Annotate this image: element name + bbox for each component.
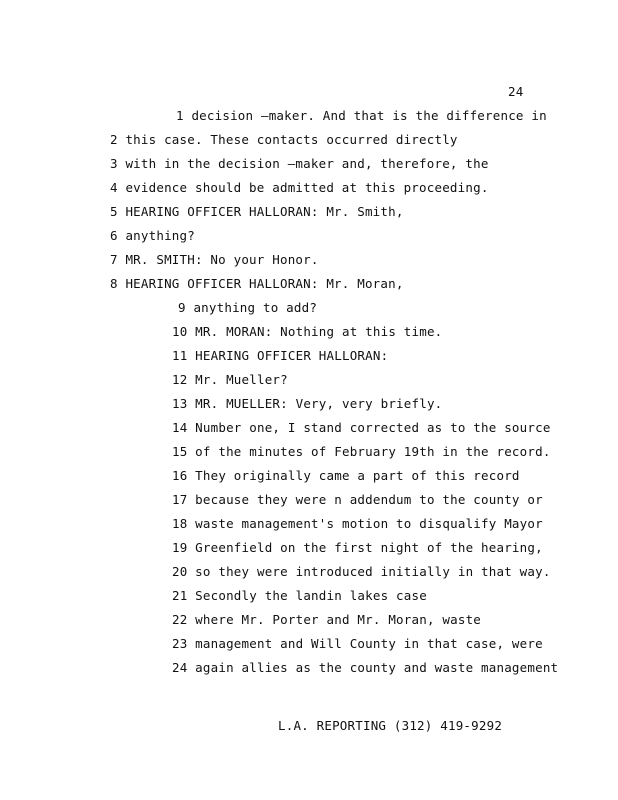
transcript-line-1: 1 decision —maker. And that is the difference in <box>176 108 547 123</box>
transcript-line-7: 7 MR. SMITH: No your Honor. <box>110 252 319 267</box>
transcript-line-10: 10 MR. MORAN: Nothing at this time. <box>172 324 443 339</box>
transcript-line-2: 2 this case. These contacts occurred directly <box>110 132 458 147</box>
transcript-line-24: 24 again allies as the county and waste management <box>172 660 559 675</box>
transcript-line-22: 22 where Mr. Porter and Mr. Moran, waste <box>172 612 482 627</box>
transcript-line-3: 3 with in the decision —maker and, therefore, the <box>110 156 489 171</box>
transcript-line-21: 21 Secondly the landin lakes case <box>172 588 427 603</box>
transcript-line-9: 9 anything to add? <box>178 300 318 315</box>
transcript-line-20: 20 so they were introduced initially in that way. <box>172 564 551 579</box>
transcript-line-15: 15 of the minutes of February 19th in the record. <box>172 444 551 459</box>
page-number: 24 <box>508 84 524 99</box>
transcript-line-17: 17 because they were n addendum to the county or <box>172 492 543 507</box>
transcript-line-5: 5 HEARING OFFICER HALLORAN: Mr. Smith, <box>110 204 404 219</box>
reporter-footer: L.A. REPORTING (312) 419-9292 <box>278 718 503 733</box>
transcript-line-13: 13 MR. MUELLER: Very, very briefly. <box>172 396 443 411</box>
transcript-line-12: 12 Mr. Mueller? <box>172 372 288 387</box>
transcript-line-11: 11 HEARING OFFICER HALLORAN: <box>172 348 389 363</box>
transcript-line-18: 18 waste management's motion to disqualify Mayor <box>172 516 543 531</box>
transcript-line-14: 14 Number one, I stand corrected as to the source <box>172 420 551 435</box>
transcript-line-8: 8 HEARING OFFICER HALLORAN: Mr. Moran, <box>110 276 404 291</box>
transcript-line-6: 6 anything? <box>110 228 195 243</box>
transcript-line-16: 16 They originally came a part of this record <box>172 468 520 483</box>
transcript-line-19: 19 Greenfield on the first night of the hearing, <box>172 540 543 555</box>
transcript-line-4: 4 evidence should be admitted at this proceeding. <box>110 180 489 195</box>
transcript-line-23: 23 management and Will County in that case, were <box>172 636 543 651</box>
